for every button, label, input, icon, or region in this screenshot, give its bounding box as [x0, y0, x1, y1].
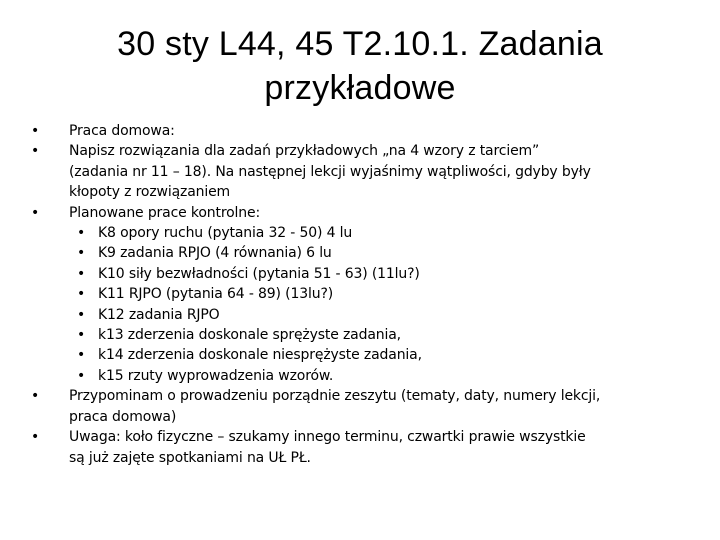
sub-list-item-text: K8 opory ruchu (pytania 32 - 50) 4 lu [98, 225, 353, 242]
bullet-icon: • [76, 265, 86, 282]
list-item-text: Napisz rozwiązania dla zadań przykładowych „na 4 wzory z tarciem” [69, 143, 540, 160]
slide-title-line: 30 sty L44, 45 T2.10.1. Zadania [117, 25, 603, 63]
sub-list-item-text: K9 zadania RPJO (4 równania) 6 lu [98, 245, 332, 262]
list-item-text: Praca domowa: [69, 123, 175, 139]
bullet-icon: • [76, 367, 86, 384]
sub-list-item-text: k15 rzuty wyprowadzenia wzorów. [98, 367, 334, 384]
bullet-icon: • [76, 286, 86, 303]
sub-list-item-text: k14 zderzenia doskonale niesprężyste zadania, [98, 347, 422, 364]
list-item-notebook-reminder [29, 386, 699, 427]
list-item-text: praca domowa) [69, 408, 177, 425]
bullet-icon: • [76, 245, 86, 262]
sub-list-item [75, 243, 699, 263]
list-item-text: Planowane prace kontrolne: [69, 204, 261, 221]
bullet-list [29, 121, 699, 468]
sub-list-item [75, 264, 699, 284]
sub-list-item [75, 366, 699, 386]
bullet-icon: • [30, 123, 40, 139]
list-item-text: są już zajęte spotkaniami na UŁ PŁ. [69, 449, 311, 466]
bullet-icon: • [76, 327, 86, 344]
list-item-assignment [29, 141, 699, 202]
list-item-physics-club-note [29, 427, 699, 468]
list-item-text: Uwaga: koło fizyczne – szukamy innego terminu, czwartki prawie wszystkie [69, 429, 586, 446]
bullet-icon: • [76, 347, 86, 364]
sub-list-item [75, 325, 699, 345]
bullet-icon: • [30, 388, 40, 405]
sub-list-item-text: K10 siły bezwładności (pytania 51 - 63) (11lu?) [98, 265, 420, 282]
list-item-text: Przypominam o prowadzeniu porządnie zeszytu (tematy, daty, numery lekcji, [69, 388, 601, 405]
bullet-icon: • [30, 143, 40, 160]
list-item-text: kłopoty z rozwiązaniem [69, 184, 231, 201]
sub-list-item-text: K12 zadania RJPO [98, 306, 220, 323]
slide-title [40, 22, 680, 110]
sub-list-item-text: k13 zderzenia doskonale sprężyste zadania, [98, 327, 401, 344]
list-item-planned-tests [29, 203, 699, 223]
bullet-icon: • [76, 306, 86, 323]
sub-list-item [75, 305, 699, 325]
slide-title-line: przykładowe [264, 69, 456, 107]
list-item-homework [29, 121, 699, 141]
planned-tests-list [29, 223, 699, 386]
sub-list-item [75, 345, 699, 365]
bullet-icon: • [30, 204, 40, 221]
list-item-text: (zadania nr 11 – 18). Na następnej lekcji wyjaśnimy wątpliwości, gdyby były [69, 163, 591, 180]
bullet-icon: • [76, 225, 86, 242]
sub-list-item-text: K11 RJPO (pytania 64 - 89) (13lu?) [98, 286, 334, 303]
sub-list-item [75, 223, 699, 243]
sub-list-item [75, 284, 699, 304]
bullet-icon: • [30, 429, 40, 446]
